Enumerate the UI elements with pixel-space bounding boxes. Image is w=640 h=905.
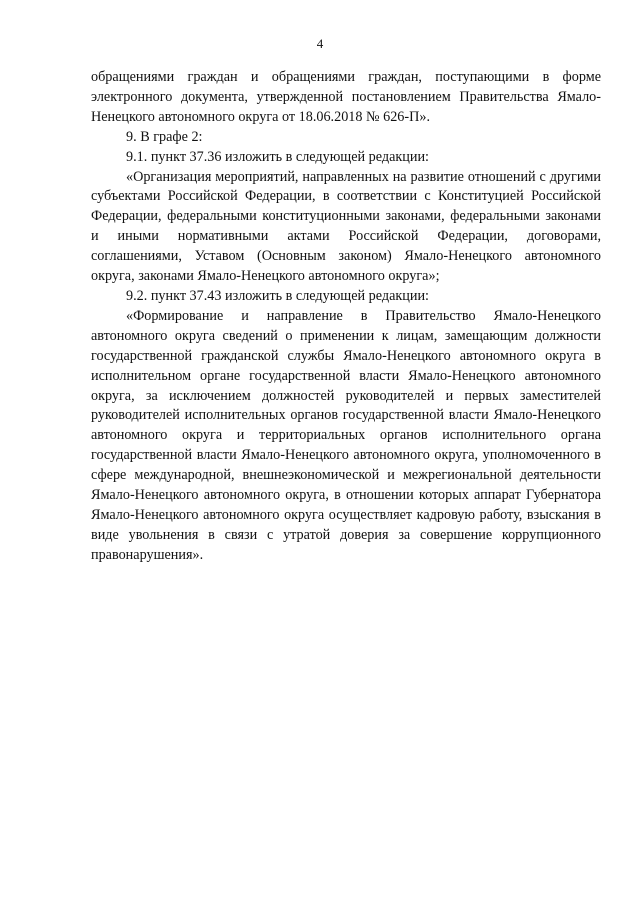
paragraph-item-9-2: 9.2. пункт 37.43 изложить в следующей редакции: (126, 287, 429, 304)
paragraph-continuation: обращениями граждан и обращениями граждан, поступающими в форме электронного документа, утвержденной постановлением Правительства Ямало-Ненецкого автономного округа от 18.06.2018 № 626-П». (91, 69, 601, 125)
paragraph-quote-37-36: «Организация мероприятий, направленных на развитие отношений с другими субъектами Российской Федерации, в соответствии с Конституцией Российской Федерации, федеральными конституционными законами, федеральными законами и иными нормативными актами Российской Федерации, договорами, соглашениями, Уставом (Основным законом) Ямало-Ненецкого автономного округа, законами Ямало-Ненецкого автономного округа»; (91, 168, 601, 285)
paragraph-item-9-1: 9.1. пункт 37.36 изложить в следующей редакции: (126, 148, 429, 165)
paragraph-item-9: 9. В графе 2: (126, 128, 203, 145)
paragraph-quote-37-43: «Формирование и направление в Правительство Ямало-Ненецкого автономного округа сведений о применении к лицам, замещающим должности государственной гражданской службы Ямало-Ненецкого автономного округа в исполнительном органе государственной власти Ямало-Ненецкого автономного округа, за исключением должностей руководителей и первых заместителей руководителей исполнительных органов государственной власти Ямало-Ненецкого автономного округа и территориальных органов исполнительного органа государственной власти Ямало-Ненецкого автономного округа, уполномоченного в сфере международной, внешнеэкономической и межрегиональной деятельности Ямало-Ненецкого автономного округа, в отношении которых аппарат Губернатора Ямало-Ненецкого автономного округа осуществляет кадровую работу, взыскания в виде увольнения в связи с утратой доверия за совершение коррупционного правонарушения». (91, 307, 601, 563)
page-number: 4 (316, 36, 324, 51)
document-body (91, 68, 601, 566)
